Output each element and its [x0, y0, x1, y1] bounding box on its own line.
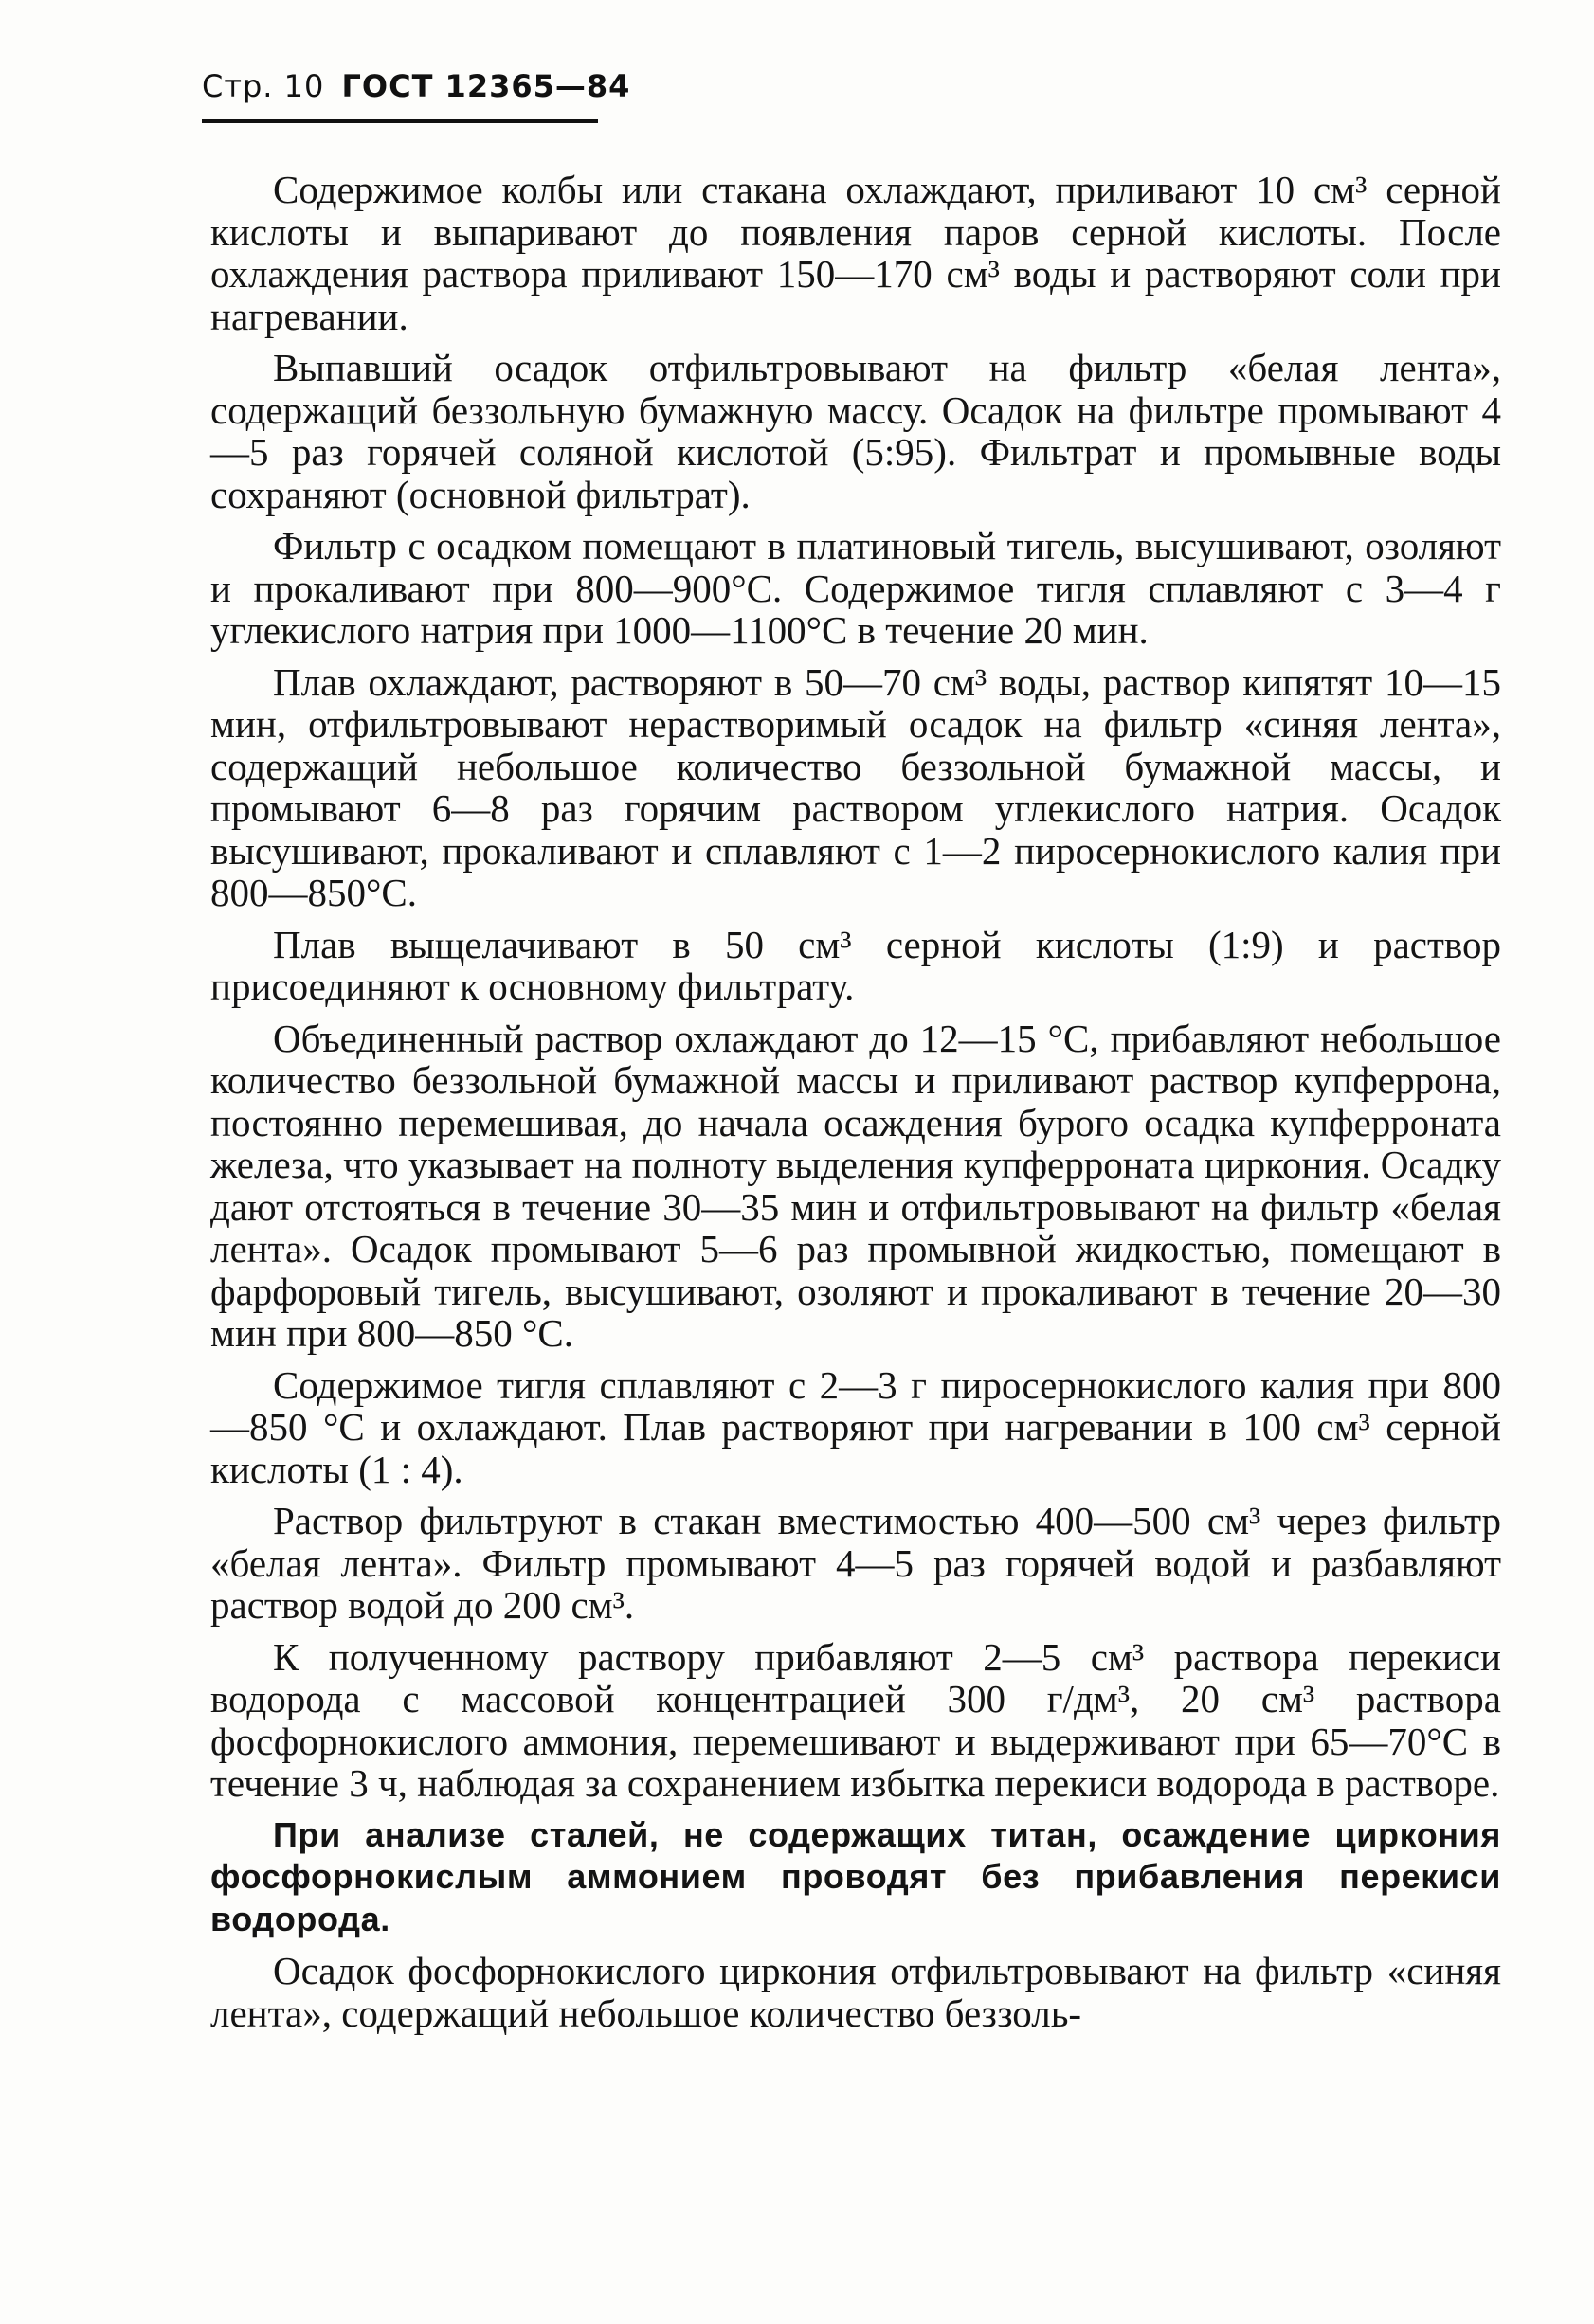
paragraph-4: Плав охлаждают, растворяют в 50—70 см³ воды, раствор кипятят 10—15 мин, отфильтровывают нерастворимый осадок на фильтр «синяя лента», содержащий небольшое количество беззольной бумажной массы, и промывают 6—8 раз горячим раствором углекислого натрия. Осадок высушивают, прокаливают и сплавляют с 1—2 пиросернокислого калия при 800—850°С. [210, 659, 1501, 914]
paragraph-7: Содержимое тигля сплавляют с 2—3 г пиросернокислого калия при 800—850 °С и охлаждают. Плав растворяют при нагревании в 100 см³ серной кислоты (1 : 4). [210, 1362, 1501, 1491]
paragraph-5: Плав выщелачивают в 50 см³ серной кислоты (1:9) и раствор присоединяют к основному фильтрату. [210, 922, 1501, 1008]
header-rule [202, 119, 598, 123]
paragraph-11: Осадок фосфорнокислого циркония отфильтровывают на фильтр «синяя лента», содержащий небольшое количество беззоль- [210, 1949, 1501, 2035]
page-header [202, 68, 630, 104]
paragraph-2: Выпавший осадок отфильтровывают на фильтр «белая лента», содержащий беззольную бумажную массу. Осадок на фильтре промывают 4—5 раз горячей соляной кислотой (5:95). Фильтрат и промывные воды сохраняют (основной фильтрат). [210, 346, 1501, 516]
paragraph-1: Содержимое колбы или стакана охлаждают, приливают 10 см³ серной кислоты и выпаривают до появления паров серной кислоты. После охлаждения раствора приливают 150—170 см³ воды и растворяют соли при нагревании. [210, 168, 1501, 338]
page-number: Стр. 10 [202, 68, 325, 104]
paragraph-3: Фильтр с осадком помещают в платиновый тигель, высушивают, озоляют и прокаливают при 800—900°С. Содержимое тигля сплавляют с 3—4 г углекислого натрия при 1000—1100°С в течение 20 мин. [210, 524, 1501, 652]
body-text [210, 169, 1501, 2044]
paragraph-10-note: При анализе сталей, не содержащих титан, осаждение циркония фосфорнокислым аммонием проводят без прибавления перекиси водорода. [210, 1814, 1501, 1938]
paragraph-8: Раствор фильтруют в стакан вместимостью 400—500 см³ через фильтр «белая лента». Фильтр промывают 4—5 раз горячей водой и разбавляют раствор водой до 200 см³. [210, 1499, 1501, 1627]
paragraph-6: Объединенный раствор охлаждают до 12—15 °С, прибавляют небольшое количество беззольной бумажной массы и приливают раствор купферрона, постоянно перемешивая, до начала осаждения бурого осадка купферроната железа, что указывает на полноту выделения купферроната циркония. Осадку дают отстояться в течение 30—35 мин и отфильтровывают на фильтр «белая лента». Осадок промывают 5—6 раз промывной жидкостью, помещают в фарфоровый тигель, высушивают, озоляют и прокаливают в течение 20—30 мин при 800—850 °С. [210, 1016, 1501, 1355]
document-id: ГОСТ 12365—84 [341, 68, 631, 104]
paragraph-9: К полученному раствору прибавляют 2—5 см³ раствора перекиси водорода с массовой концентрацией 300 г/дм³, 20 см³ раствора фосфорнокислого аммония, перемешивают и выдерживают при 65—70°С в течение 3 ч, наблюдая за сохранением избытка перекиси водорода в растворе. [210, 1634, 1501, 1805]
